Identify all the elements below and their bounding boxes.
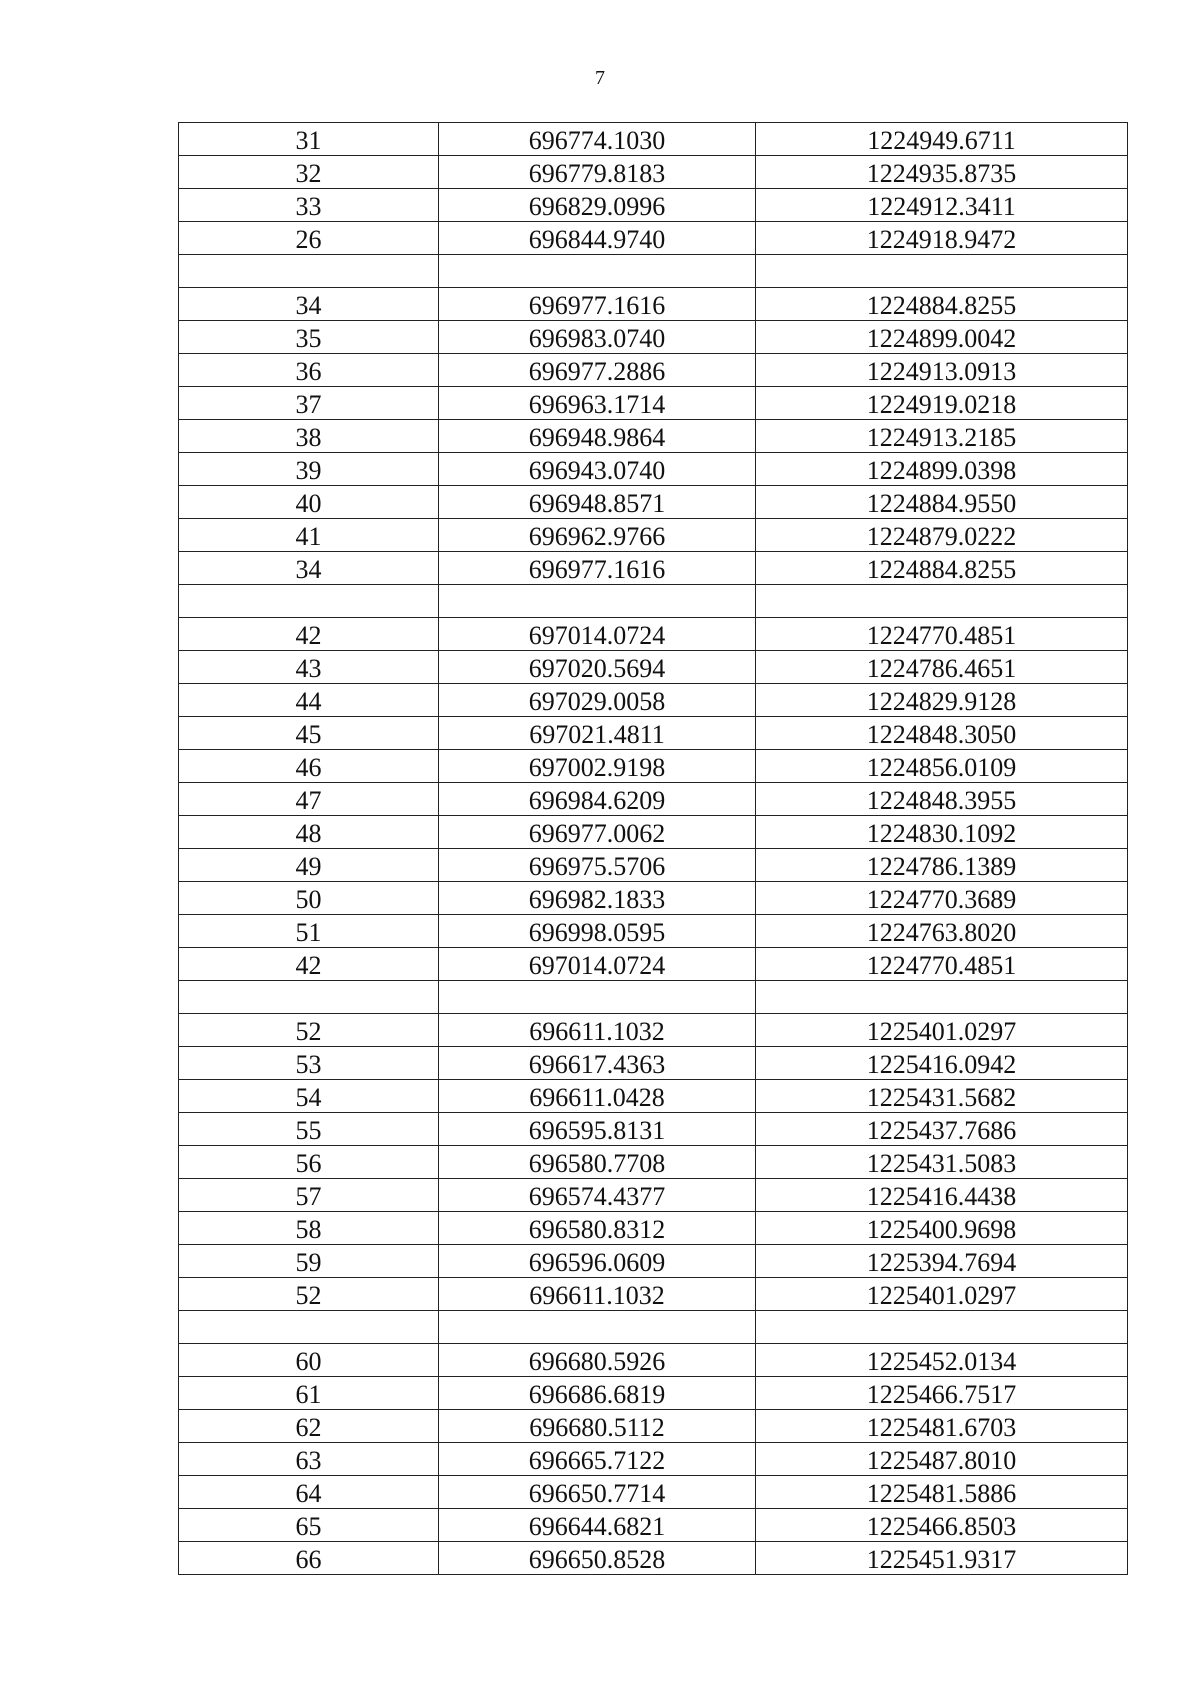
separator-row xyxy=(179,255,1128,288)
x-coordinate-cell: 696943.0740 xyxy=(439,453,756,486)
y-coordinate-cell: 1225431.5682 xyxy=(756,1080,1128,1113)
x-coordinate-cell: 696611.1032 xyxy=(439,1014,756,1047)
point-number-cell: 34 xyxy=(179,288,439,321)
y-coordinate-cell: 1225431.5083 xyxy=(756,1146,1128,1179)
point-number-cell: 48 xyxy=(179,816,439,849)
table-row xyxy=(179,387,1128,420)
table-row xyxy=(179,1278,1128,1311)
point-number-cell: 44 xyxy=(179,684,439,717)
y-coordinate-cell: 1224830.1092 xyxy=(756,816,1128,849)
x-coordinate-cell: 697002.9198 xyxy=(439,750,756,783)
table-row xyxy=(179,1212,1128,1245)
x-coordinate-cell: 696844.9740 xyxy=(439,222,756,255)
x-coordinate-cell: 697014.0724 xyxy=(439,618,756,651)
point-number-cell: 52 xyxy=(179,1014,439,1047)
point-number-cell: 60 xyxy=(179,1344,439,1377)
table-row xyxy=(179,882,1128,915)
y-coordinate-cell: 1224770.4851 xyxy=(756,618,1128,651)
y-coordinate-cell: 1224884.9550 xyxy=(756,486,1128,519)
point-number-cell: 52 xyxy=(179,1278,439,1311)
x-coordinate-cell: 696983.0740 xyxy=(439,321,756,354)
table-row xyxy=(179,717,1128,750)
separator-row xyxy=(179,1311,1128,1344)
table-row xyxy=(179,651,1128,684)
x-coordinate-cell: 696984.6209 xyxy=(439,783,756,816)
y-coordinate-cell: 1224786.1389 xyxy=(756,849,1128,882)
separator-row xyxy=(179,585,1128,618)
y-coordinate-cell: 1225437.7686 xyxy=(756,1113,1128,1146)
table-row xyxy=(179,1146,1128,1179)
point-number-cell: 65 xyxy=(179,1509,439,1542)
x-coordinate-cell: 696680.5112 xyxy=(439,1410,756,1443)
y-coordinate-cell: 1225487.8010 xyxy=(756,1443,1128,1476)
y-coordinate-cell: 1224899.0042 xyxy=(756,321,1128,354)
x-coordinate-cell: 696977.2886 xyxy=(439,354,756,387)
point-number-cell: 39 xyxy=(179,453,439,486)
table-row xyxy=(179,486,1128,519)
table-row xyxy=(179,321,1128,354)
table-row xyxy=(179,156,1128,189)
y-coordinate-cell: 1224918.9472 xyxy=(756,222,1128,255)
table-row xyxy=(179,1377,1128,1410)
x-coordinate-cell: 696977.1616 xyxy=(439,288,756,321)
y-coordinate-cell: 1224856.0109 xyxy=(756,750,1128,783)
y-coordinate-cell: 1224949.6711 xyxy=(756,123,1128,156)
x-coordinate-cell: 696975.5706 xyxy=(439,849,756,882)
x-coordinate-cell: 696963.1714 xyxy=(439,387,756,420)
x-coordinate-cell xyxy=(439,255,756,288)
table-row xyxy=(179,750,1128,783)
table-row xyxy=(179,783,1128,816)
point-number-cell: 42 xyxy=(179,618,439,651)
table-row xyxy=(179,1443,1128,1476)
point-number-cell: 38 xyxy=(179,420,439,453)
point-number-cell xyxy=(179,255,439,288)
point-number-cell: 54 xyxy=(179,1080,439,1113)
point-number-cell: 33 xyxy=(179,189,439,222)
y-coordinate-cell: 1224912.3411 xyxy=(756,189,1128,222)
table-row xyxy=(179,1476,1128,1509)
y-coordinate-cell: 1225400.9698 xyxy=(756,1212,1128,1245)
point-number-cell: 35 xyxy=(179,321,439,354)
table-row xyxy=(179,816,1128,849)
y-coordinate-cell xyxy=(756,585,1128,618)
point-number-cell: 32 xyxy=(179,156,439,189)
point-number-cell: 56 xyxy=(179,1146,439,1179)
y-coordinate-cell: 1224913.0913 xyxy=(756,354,1128,387)
point-number-cell: 41 xyxy=(179,519,439,552)
point-number-cell: 51 xyxy=(179,915,439,948)
x-coordinate-cell: 696686.6819 xyxy=(439,1377,756,1410)
table-row xyxy=(179,1014,1128,1047)
table-row xyxy=(179,1179,1128,1212)
x-coordinate-cell xyxy=(439,585,756,618)
y-coordinate-cell: 1224884.8255 xyxy=(756,288,1128,321)
point-number-cell: 49 xyxy=(179,849,439,882)
point-number-cell: 57 xyxy=(179,1179,439,1212)
table-row xyxy=(179,618,1128,651)
point-number-cell: 46 xyxy=(179,750,439,783)
x-coordinate-cell: 696982.1833 xyxy=(439,882,756,915)
x-coordinate-cell: 696829.0996 xyxy=(439,189,756,222)
x-coordinate-cell: 696580.7708 xyxy=(439,1146,756,1179)
point-number-cell: 47 xyxy=(179,783,439,816)
y-coordinate-cell: 1225401.0297 xyxy=(756,1278,1128,1311)
y-coordinate-cell: 1225481.6703 xyxy=(756,1410,1128,1443)
y-coordinate-cell: 1225481.5886 xyxy=(756,1476,1128,1509)
point-number-cell: 58 xyxy=(179,1212,439,1245)
x-coordinate-cell: 696948.8571 xyxy=(439,486,756,519)
point-number-cell: 37 xyxy=(179,387,439,420)
y-coordinate-cell: 1225394.7694 xyxy=(756,1245,1128,1278)
point-number-cell: 64 xyxy=(179,1476,439,1509)
x-coordinate-cell: 696580.8312 xyxy=(439,1212,756,1245)
point-number-cell: 42 xyxy=(179,948,439,981)
point-number-cell xyxy=(179,981,439,1014)
point-number-cell: 53 xyxy=(179,1047,439,1080)
x-coordinate-cell: 696617.4363 xyxy=(439,1047,756,1080)
x-coordinate-cell: 696595.8131 xyxy=(439,1113,756,1146)
x-coordinate-cell: 696998.0595 xyxy=(439,915,756,948)
x-coordinate-cell: 696665.7122 xyxy=(439,1443,756,1476)
separator-row xyxy=(179,981,1128,1014)
x-coordinate-cell: 696611.1032 xyxy=(439,1278,756,1311)
table-row xyxy=(179,1410,1128,1443)
x-coordinate-cell: 697020.5694 xyxy=(439,651,756,684)
x-coordinate-cell: 696680.5926 xyxy=(439,1344,756,1377)
table-row xyxy=(179,1344,1128,1377)
y-coordinate-cell: 1224899.0398 xyxy=(756,453,1128,486)
point-number-cell: 26 xyxy=(179,222,439,255)
coordinates-table-body xyxy=(179,123,1128,1575)
point-number-cell: 66 xyxy=(179,1542,439,1575)
table-row xyxy=(179,1080,1128,1113)
table-row xyxy=(179,1245,1128,1278)
coordinates-table xyxy=(178,122,1128,1575)
x-coordinate-cell: 696774.1030 xyxy=(439,123,756,156)
x-coordinate-cell: 696948.9864 xyxy=(439,420,756,453)
y-coordinate-cell: 1225466.7517 xyxy=(756,1377,1128,1410)
y-coordinate-cell: 1224884.8255 xyxy=(756,552,1128,585)
x-coordinate-cell: 697014.0724 xyxy=(439,948,756,981)
x-coordinate-cell: 696650.8528 xyxy=(439,1542,756,1575)
x-coordinate-cell: 696650.7714 xyxy=(439,1476,756,1509)
y-coordinate-cell: 1225416.0942 xyxy=(756,1047,1128,1080)
point-number-cell: 34 xyxy=(179,552,439,585)
point-number-cell: 63 xyxy=(179,1443,439,1476)
table-row xyxy=(179,1542,1128,1575)
y-coordinate-cell: 1224848.3955 xyxy=(756,783,1128,816)
table-row xyxy=(179,948,1128,981)
y-coordinate-cell: 1225401.0297 xyxy=(756,1014,1128,1047)
x-coordinate-cell: 697029.0058 xyxy=(439,684,756,717)
y-coordinate-cell: 1224848.3050 xyxy=(756,717,1128,750)
x-coordinate-cell: 696977.0062 xyxy=(439,816,756,849)
x-coordinate-cell: 696574.4377 xyxy=(439,1179,756,1212)
y-coordinate-cell: 1224786.4651 xyxy=(756,651,1128,684)
table-row xyxy=(179,288,1128,321)
page-number: 7 xyxy=(595,67,605,89)
y-coordinate-cell: 1224829.9128 xyxy=(756,684,1128,717)
x-coordinate-cell: 696611.0428 xyxy=(439,1080,756,1113)
table-row xyxy=(179,123,1128,156)
table-row xyxy=(179,915,1128,948)
point-number-cell: 43 xyxy=(179,651,439,684)
table-row xyxy=(179,1113,1128,1146)
x-coordinate-cell: 696977.1616 xyxy=(439,552,756,585)
point-number-cell: 61 xyxy=(179,1377,439,1410)
x-coordinate-cell: 696596.0609 xyxy=(439,1245,756,1278)
x-coordinate-cell xyxy=(439,981,756,1014)
table-row xyxy=(179,222,1128,255)
table-row xyxy=(179,189,1128,222)
x-coordinate-cell: 696644.6821 xyxy=(439,1509,756,1542)
table-row xyxy=(179,354,1128,387)
table-row xyxy=(179,420,1128,453)
point-number-cell: 55 xyxy=(179,1113,439,1146)
y-coordinate-cell: 1224763.8020 xyxy=(756,915,1128,948)
point-number-cell: 31 xyxy=(179,123,439,156)
point-number-cell: 50 xyxy=(179,882,439,915)
point-number-cell: 36 xyxy=(179,354,439,387)
point-number-cell: 59 xyxy=(179,1245,439,1278)
point-number-cell xyxy=(179,1311,439,1344)
x-coordinate-cell: 696779.8183 xyxy=(439,156,756,189)
point-number-cell: 45 xyxy=(179,717,439,750)
table-row xyxy=(179,684,1128,717)
x-coordinate-cell: 697021.4811 xyxy=(439,717,756,750)
point-number-cell xyxy=(179,585,439,618)
y-coordinate-cell: 1225452.0134 xyxy=(756,1344,1128,1377)
table-row xyxy=(179,849,1128,882)
table-row xyxy=(179,1509,1128,1542)
y-coordinate-cell: 1224770.3689 xyxy=(756,882,1128,915)
y-coordinate-cell xyxy=(756,255,1128,288)
y-coordinate-cell: 1225466.8503 xyxy=(756,1509,1128,1542)
x-coordinate-cell xyxy=(439,1311,756,1344)
table-row xyxy=(179,552,1128,585)
point-number-cell: 40 xyxy=(179,486,439,519)
y-coordinate-cell: 1224770.4851 xyxy=(756,948,1128,981)
y-coordinate-cell xyxy=(756,1311,1128,1344)
y-coordinate-cell: 1224919.0218 xyxy=(756,387,1128,420)
table-row xyxy=(179,519,1128,552)
y-coordinate-cell: 1224879.0222 xyxy=(756,519,1128,552)
table-row xyxy=(179,453,1128,486)
y-coordinate-cell: 1224913.2185 xyxy=(756,420,1128,453)
y-coordinate-cell: 1224935.8735 xyxy=(756,156,1128,189)
x-coordinate-cell: 696962.9766 xyxy=(439,519,756,552)
y-coordinate-cell: 1225451.9317 xyxy=(756,1542,1128,1575)
table-row xyxy=(179,1047,1128,1080)
point-number-cell: 62 xyxy=(179,1410,439,1443)
y-coordinate-cell: 1225416.4438 xyxy=(756,1179,1128,1212)
y-coordinate-cell xyxy=(756,981,1128,1014)
